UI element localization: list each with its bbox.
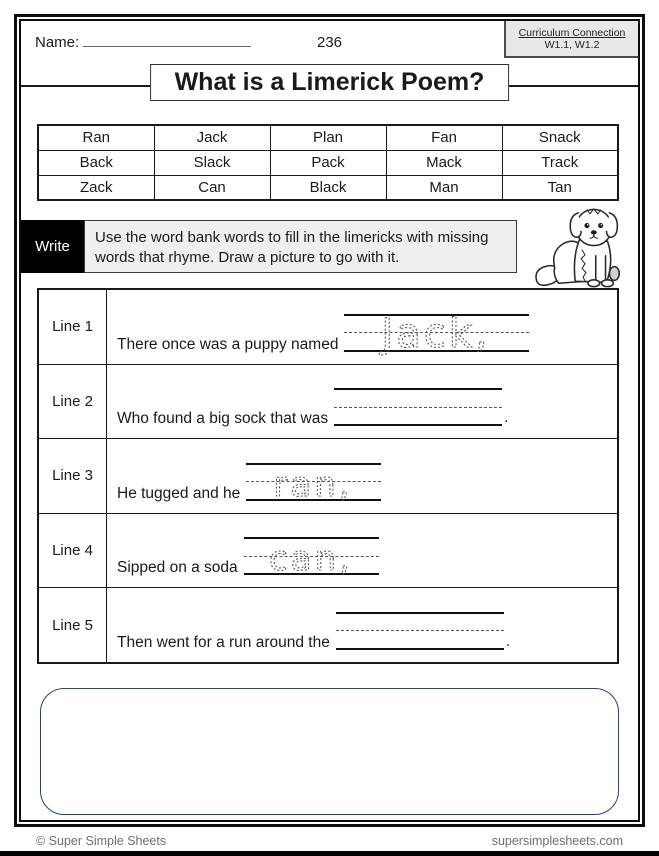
curriculum-codes: W1.1, W1.2 — [544, 38, 600, 51]
limerick-row — [39, 290, 617, 365]
puppy-line-art-icon — [529, 205, 641, 293]
curriculum-connection-box — [504, 21, 638, 58]
name-label: Name: — [35, 34, 80, 51]
word-bank-row — [38, 125, 618, 150]
line-cell — [107, 365, 617, 439]
handwriting-guide[interactable] — [244, 537, 379, 580]
bottom-edge-bar — [0, 851, 659, 856]
footer-copyright: © Super Simple Sheets — [36, 834, 167, 848]
word-bank-cell: Track — [502, 150, 618, 175]
drawing-area[interactable] — [40, 688, 619, 815]
write-label: Write — [21, 220, 84, 273]
line-cell — [107, 514, 617, 588]
word-bank-cell: Pack — [270, 150, 386, 175]
traced-word: can, — [268, 539, 353, 580]
word-bank-cell: Tan — [502, 175, 618, 200]
worksheet-inner-border — [19, 19, 640, 822]
line-label: Line 4 — [39, 514, 107, 588]
word-bank-cell: Back — [38, 150, 154, 175]
word-bank-cell: Black — [270, 175, 386, 200]
page-number: 236 — [316, 34, 343, 51]
handwriting-guide[interactable] — [344, 310, 529, 357]
instruction-text: Use the word bank words to fill in the limericks with missing words that rhyme. Draw a picture to go with it. — [84, 220, 517, 273]
line-text: Sipped on a soda — [117, 559, 238, 577]
line-cell — [107, 439, 617, 513]
limerick-table — [37, 288, 619, 664]
word-bank-cell: Fan — [386, 125, 502, 150]
limerick-row — [39, 365, 617, 440]
line-text: He tugged and he — [117, 484, 241, 502]
word-bank-cell: Ran — [38, 125, 154, 150]
handwriting-guide[interactable] — [246, 463, 381, 505]
line-text: There once was a puppy named — [117, 335, 339, 353]
word-bank-cell: Jack — [154, 125, 270, 150]
word-bank-cell: Mack — [386, 150, 502, 175]
line-cell — [107, 588, 617, 662]
line-label: Line 2 — [39, 365, 107, 439]
word-bank-cell: Man — [386, 175, 502, 200]
instruction-section — [21, 220, 517, 273]
trailing-punctuation: . — [505, 632, 511, 650]
footer-website: supersimplesheets.com — [491, 834, 623, 848]
word-bank-table — [37, 124, 619, 201]
limerick-row — [39, 439, 617, 514]
word-bank-cell: Plan — [270, 125, 386, 150]
line-label: Line 1 — [39, 290, 107, 364]
line-label: Line 5 — [39, 588, 107, 662]
page-title: What is a Limerick Poem? — [150, 64, 510, 101]
word-bank-cell: Can — [154, 175, 270, 200]
word-bank-cell: Zack — [38, 175, 154, 200]
trailing-punctuation: . — [504, 409, 509, 427]
limerick-row — [39, 514, 617, 589]
word-bank-row — [38, 175, 618, 200]
line-label: Line 3 — [39, 439, 107, 513]
word-bank-cell: Snack — [502, 125, 618, 150]
worksheet-page — [14, 14, 645, 827]
line-text: Then went for a run around the — [117, 633, 330, 651]
word-bank-cell: Slack — [154, 150, 270, 175]
word-bank-row — [38, 150, 618, 175]
handwriting-guide[interactable] — [334, 388, 502, 426]
line-text: Who found a big sock that was — [117, 410, 329, 428]
traced-word: ran, — [273, 464, 353, 505]
handwriting-guide[interactable] — [336, 612, 504, 650]
traced-word: Jack, — [381, 310, 492, 357]
limerick-row — [39, 588, 617, 662]
curriculum-title: Curriculum Connection — [518, 26, 626, 39]
line-cell — [107, 290, 617, 364]
